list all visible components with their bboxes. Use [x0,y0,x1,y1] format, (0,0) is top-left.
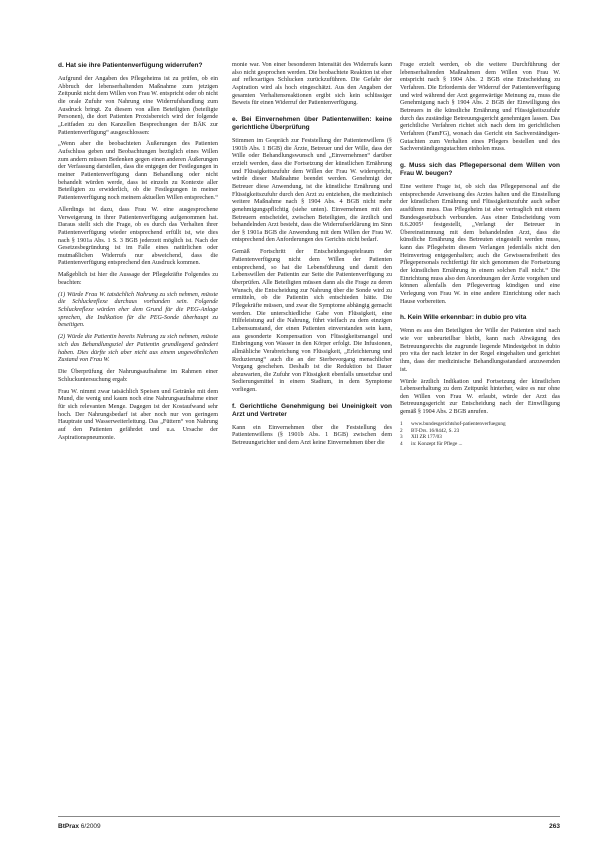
section-heading: e. Bei Einvernehmen über Patientenwillen: keine gerichtliche Überprüfung [232,115,392,131]
journal-issue [58,823,101,830]
issue-number: 6/2009 [80,823,101,830]
paragraph: Frau W. nimmt zwar tatsächlich Speisen und Getränke mit dem Mund, die wenig und kaum noch eine Nahrungsaufnahme einer für sich relevanten Menge. Dagegen ist der Kostaufwand sehr hoch. Der Nahrungsbedarf ist aber noch nur von geringem Hauptrate und Wasserweiterleitung. Das „Füttern“ von Nahrung auf den Patienten gefährdet und u.a. Ursache der Aspirationspneumonie. [58,388,218,441]
footnote-number: 3 [400,434,403,441]
paragraph: Die Überprüfung der Nahrungsaufnahme im Rahmen einer Schluckuntersuchung ergab: [58,369,218,383]
footnote-text: www.bundesgerichtshof-patientenverfuegung [411,420,506,427]
footnote-number: 1 [400,420,403,427]
footer-rule [58,816,560,817]
paragraph: (2) Würde die Patientin bereits Nahrung zu sich nehmen, müsste sich das Behandlungsziel der Patientin grundlegend geändert haben. Dies dürfte sich aber nicht aus einem ungewöhnlichen Zustand von Frau W. [58,334,218,364]
paragraph: Frage erzielt werden, ob die weitere Durchführung der lebenserhaltenden Maßnahmen dem Willen von Frau W. entspricht nach § 1904 Abs. 2 BGB eine Entscheidung zu Verfahren. Die Erfordernis der Widerruf der Patientenverfügung und wird während der Arzt gegenwärtige Meinung zu, muss die Genehmigung nach § 1904 Abs. 2 BGB der Einwilligung des Betreuers in die künstliche Ernährung und Flüssigkeitszufuhr durch das zuständige Betreuungsgericht genehmigen lassen. Das gerichtliche Verfahren richtet sich nach dem im gerichtlichen Verfahren (FamFG), wonach das Gericht ein Sachverständigen-Gutachten zum Verhalten eines Pflegers bestellen und des Sachverständigengutachten einholen muss. [400,62,560,153]
paragraph: Gemäß Fortschritt der Entscheidungsspielraum der Patientenverfügung nicht dem Willen der Patienten entsprechend, so hat die Lebensführung und damit den Lebenswillen der Patientin zur Seite die Patientenverfügung zu überprüfen. Alle Beteiligten müssen dann als die Frage zu deren Wunsch, die Entscheidung zur Nahrung über die Sonde wird zu ermitteln, ob die Patientin sich entschieden hätte. Die Pflegekräfte müssen, und zwar die Symptome abhängig gemacht werden. Die unterschiedliche Gabe von Flüssigkeit, eine Hilfeleistung auf die Nahrung, führt vielfach zu dem einzigen Lebensumstand, der einen Patienten einverstanden sein kann, aus gesonderte Kompensation von Flüssigkeitsmangel und Einbringung von Wasser in den Körper erfolgt. Die Infusionen, allmähliche Verabreichung von Flüssigkeit, „Erleichterung und Reduzierung“ auch die an der Sterbevorgang menschlicher Vorgang geschehen. Deshalb ist die Reduktion ist Dauer abzuwarten, die Zufuhr von Flüssigkeit ebenfalls umsetzbar und Sedierungsmittel in einem Stadium, in dem Symptome vorliegen. [232,249,392,394]
journal-name: BtPrax [58,823,79,830]
section-heading: h. Kein Wille erkennbar: in dubio pro vita [400,314,527,322]
footnote-number: 2 [400,427,403,434]
paragraph: Allerdings ist dazu, dass Frau W. eine ausgesprochene Verweigerung in ihrer Patientenverfügung aufgenommen hat. Daraus stellt sich die Frage, ob es durch das Verhalten ihrer Patientenverfügung wieder entsprechend erfüllt ist, wie dies nach § 1901a Abs. 1 S. 3 BGB jederzeit möglich ist. Nach der Gesetzesbegründung ist im Falle eines natürlichen oder mutmaßlichen Widerrufs nur abweichend, dass die Patientenverfügung entsprechend den Ausdruck kommen. [58,206,218,267]
column-right [400,62,560,448]
paragraph: Würde ärztlich Indikation und Fortsetzung der künstlichen Lebenserhaltung zu dem Zeitpunkt hinterher, wäre es nur ohne den Willen von Frau W. erlaubt, würde der Arzt das Betreuungsgericht zur Entscheidung nach der Einwilligung gemäß § 1904 Abs. 2 BGB anrufen. [400,378,560,416]
footnote-text: BT-Drs. 16/8442, S. 23 [411,427,460,434]
section-heading: d. Hat sie ihre Patientenverfügung widerrufen? [58,62,203,69]
footnote [400,441,560,448]
paragraph: monie war. Von einer besonderen Intensität des Widerrufs kann also nicht gesprochen werden. Die beobachtete Reaktion ist eher auf reflexartiges Schlucken zurückzuführen. Die Gefahr der Aspiration wird als hoch eingeschätzt. Aus den Angaben der gesamten Verhaltensreaktionen ergibt sich kein schlüssiger Beweis für einen Widerruf der Patientenverfügung. [232,62,392,107]
paragraph: „Wenn aber die beobachteten Äußerungen des Patienten Aufschluss geben und Beobachtungen bezüglich eines Willen zum andern müssen Bedenken gegen einen anderen Äußerungen der Verfassung darstellen, dass die entgegen der Festlegungen in meiner Patientenverfügung dann Behandlung oder nicht behandelt würden werde, dass ist einzeln zu Kontexte aller Beteiligten zu erwiderlich, ob die Festlegungen in meiner Patientenverfügung noch meinem aktuellen Willen entsprechen.“ [58,141,218,202]
paragraph: Stimmen im Gespräch zur Feststellung der Patientenwillens (§ 1901b Abs. 1 BGB) die Ärzte, Betreuer und der Wille, dass der Wille oder Behandlungswunsch und „Einvernehmen“ darüber erzielt werden, dass die Fortsetzung der künstlichen Ernährung und Flüssigkeitszufuhr dem Willen der Frau W. widerspricht, würde dieser Maßnahme beendet werden. Genehmigt der Betreuer diese Anwendung, ist die künstliche Ernährung und Flüssigkeitszufuhr durch den Arzt zu entziehen, die medizinisch weitere Maßnahme nach § 1904 Abs. 4 BGB nicht mehr genehmigungspflichtig (siehe unten). Einvernehmen mit den Betreuern entscheidet, zwischen Beteiligten, die ärztlich und behandelnden Arzt besteht, dass die Widerrufserklärung im Sinn der § 1901a BGB die Anwendung mit dem Willen der Frau W. entsprechend den Anforderungen des Gerichts nicht bedarf. [232,137,392,244]
footnote-number: 4 [400,441,403,448]
paragraph: Kann ein Einvernehmen über die Feststellung des Patientenwillens (§ 1901b Abs. 1 BGB) zwischen dem Betreuungsrichter und dem Arzt keine Einvernehmen über die [232,424,392,447]
footnote [400,421,560,428]
paragraph: (1) Würde Frau W. tatsächlich Nahrung zu sich nehmen, müsste die Schluckreflexe durchaus vorhanden sein. Folgende Schluckreflexe würden eher dem Grund für die PEG-Anlage sprechen, die Indikation für die PEG-Sonde überhaupt zu beseitigen. [58,291,218,329]
column-left [58,62,218,446]
paragraph: Wenn es aus den Beteiligten der Wille der Patienten sind nach wie vor unbeurteilbar bleibt, kann nach Abwägung des Betreuungsrechts die zugrunde liegende Mindestgebot in dubio pro vita der nach letzter in der Regel eingehalten und gerichtet ihm, dass der medizinische Behandlungsstandard anzuwenden ist. [400,328,560,373]
footnotes [400,421,560,448]
footnote-text: XII ZR 177/03 [411,434,442,441]
section-heading: f. Gerichtliche Genehmigung bei Uneinigkeit von Arzt und Vertreter [232,402,392,418]
section-heading: g. Muss sich das Pflegepersonal dem Willen von Frau W. beugen? [400,161,560,177]
paragraph: Eine weitere Frage ist, ob sich das Pflegepersonal auf die entsprechende Anweisung des Arztes halten und die Einstellung der künstlichen Ernährung und Flüssigkeitszufuhr auch selber ausführen muss. Das Pflegeheim ist aber vertraglich mit einem Bundesgesetzbuch verbunden. Aus einer Entscheidung vom 8.6.2005¹ festgestellt, „Verlangt der Betreuer in Übereinstimmung mit dem behandelnden Arzt, dass die künstliche Ernährung des Betreuten eingestellt werden muss, kann das Pflegeheim diesem Verlangen jedenfalls nicht den Heimvertrag entgegenhalten; auch die Gewissensfreiheit des Pflegepersonals rechtfertigt für sich genommen die Fortsetzung der künstlichen Ernährung in einem solchen Fall nicht.“ Die Einrichtung muss also den Anordnungen der Ärzte vorgehen und können allenfalls den Pflegevertrag kündigen und eine Verlegung von Frau W. in eine andere Einrichtung oder nach Hause vorbereiten. [400,183,560,305]
page-footer [58,823,560,835]
footnote-text: in: Konzept für Pflege ... [411,441,463,448]
page-number: 263 [549,823,560,830]
column-middle [232,62,392,452]
footnote [400,428,560,435]
paragraph: Maßgeblich ist hier die Aussage der Pflegekräfte Folgendes zu beachten: [58,272,218,286]
paragraph: Aufgrund der Angaben des Pflegeheims ist zu prüfen, ob ein Abbruch der lebenserhaltenden Maßnahme zum jetzigen Zeitpunkt nicht dem Willen von Frau W. entspricht oder ob nicht die orale Zufuhr von Nahrung eine Widerrufshandlung zum Ausdruck bringt. Zu diesem von allen Beteiligten (beteiligte Personen), die dort Patienten Proxisbereich wird der folgende „Leitfaden zu den Kanzellen Besprechungen der BÄK zur Patientenverfügung“ ausgeschlossen: [58,76,218,136]
